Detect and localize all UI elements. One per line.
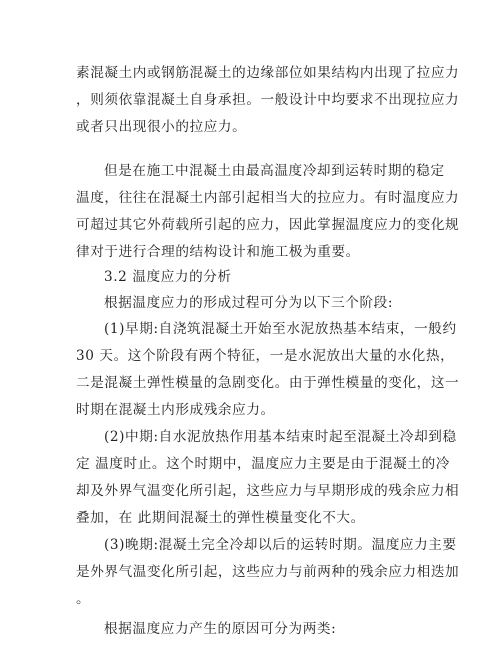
paragraph-line: 但是在施工中混凝土由最高温度冷却到运转时期的稳定 [104,163,445,179]
paragraph-line: 根据温度应力的形成过程可分为以下三个阶段: [104,295,394,311]
paragraph-line: ，则须依靠混凝土自身承担。一般设计中均要求不出现拉应力 [76,92,460,108]
paragraph-line: 叠加，在 此期间混凝土的弹性模量变化不大。 [76,510,365,526]
paragraph-line: 素混凝土内或钢筋混凝土的边缘部位如果结构内出现了拉应力 [76,65,460,81]
paragraph-line: 却及外界气温变化所引起，这些应力与早期形成的残余应力相 [76,483,460,499]
paragraph-line: (2)中期:自水泥放热作用基本结束时起至混凝土冷却到稳 [104,429,457,445]
paragraph-line: (1)早期:自浇筑混凝土开始至水泥放热基本结束，一般约 [104,321,457,337]
paragraph-line: 或者只出现很小的拉应力。 [76,119,247,135]
paragraph-line: 是外界气温变化所引起，这些应力与前两种的残余应力相迭加 [76,564,460,580]
paragraph-line: 律对于进行合理的结构设计和施工极为重要。 [76,244,360,260]
paragraph-line: 可超过其它外荷载所引起的应力，因此掌握温度应力的变化规 [76,217,460,233]
paragraph-line: (3)晚期:混凝土完全冷却以后的运转时期。温度应力主要 [104,537,457,553]
paragraph-line: 定 温度时止。这个时期中，温度应力主要是由于混凝土的冷 [76,456,450,472]
paragraph-line: 30 天。这个阶段有两个特征，一是水泥放出大量的水化热， [76,348,455,364]
paragraph-line: 温度，往往在混凝土内部引起相当大的拉应力。有时温度应力 [76,190,460,206]
paragraph-line: 根据温度应力产生的原因可分为两类: [104,621,337,637]
paragraph-line: 时期在混凝土内形成残余应力。 [76,402,275,418]
paragraph-line: 二是混凝土弹性模量的急剧变化。由于弹性模量的变化，这一 [76,375,460,391]
section-heading: 3.2 温度应力的分析 [104,269,232,285]
paragraph-line: 。 [76,591,91,607]
